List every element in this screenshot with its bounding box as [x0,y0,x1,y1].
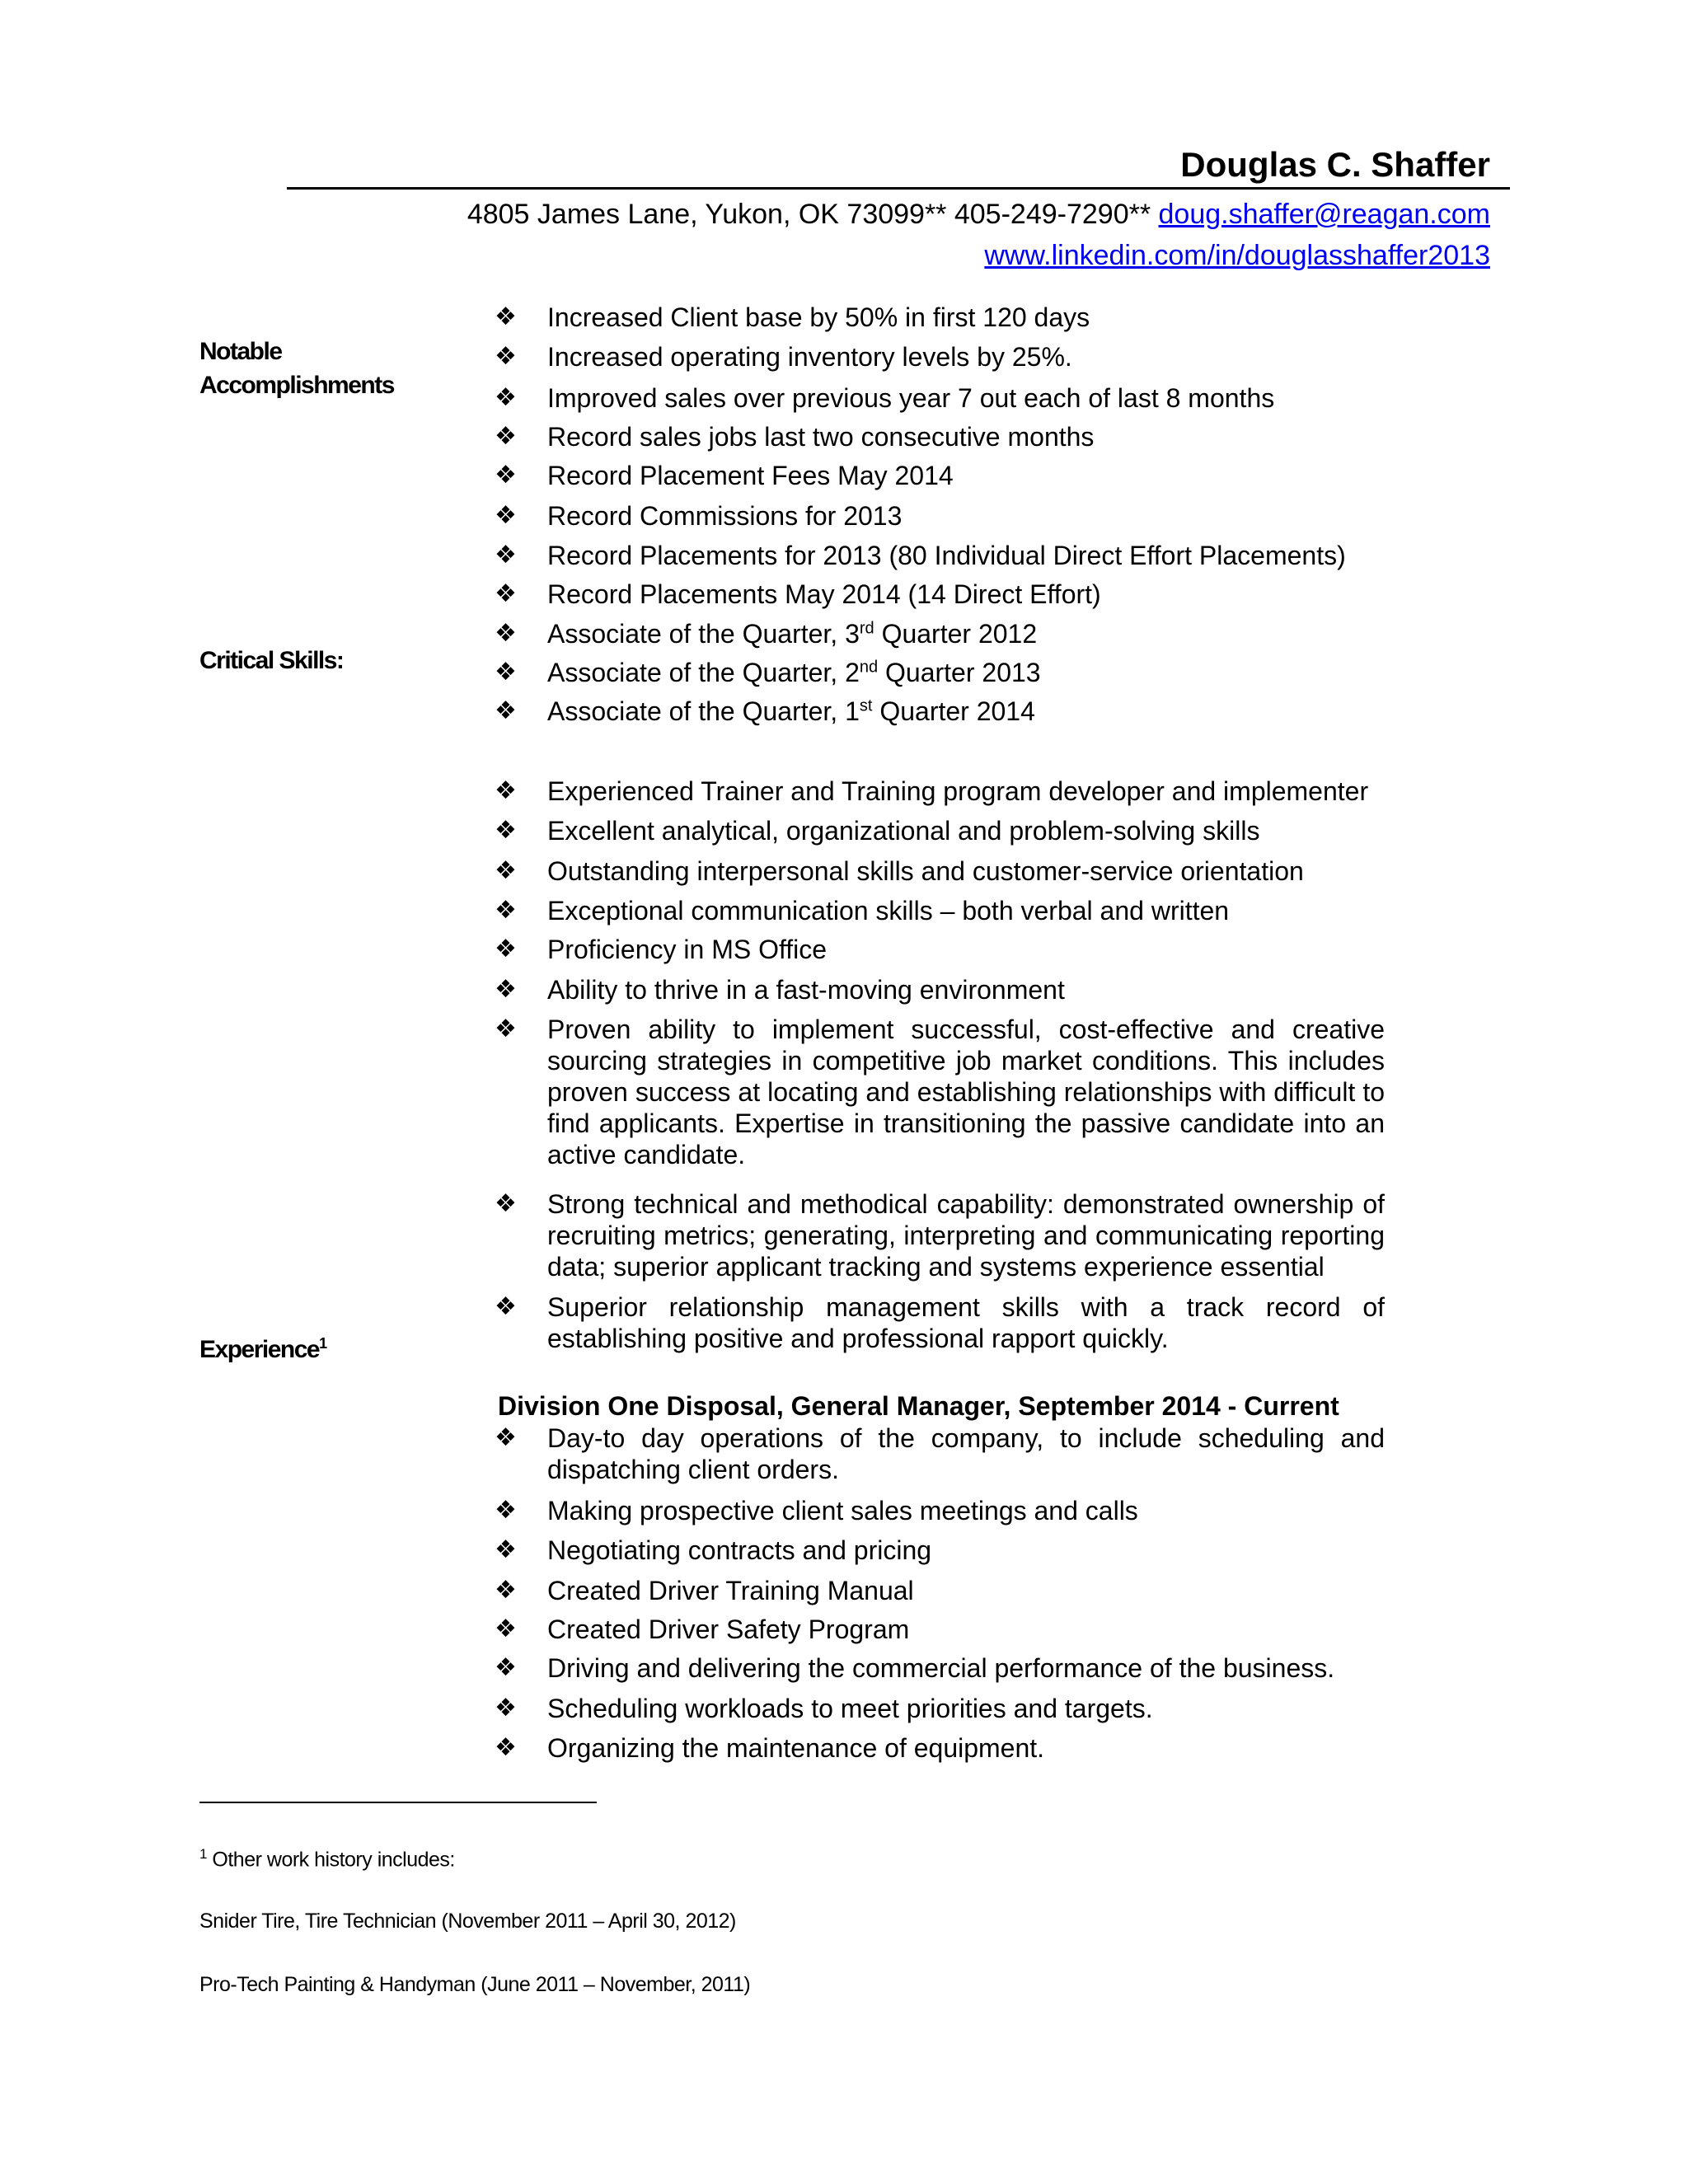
bullet-text: Outstanding interpersonal skills and customer-service orientation [547,856,1304,886]
bullet-text: Making prospective client sales meetings and calls [547,1496,1138,1526]
bullet-text: Proven ability to implement successful, cost-effective and creative sourcing strategies in competitive job market conditions. This includes proven success at locating and establishing relationships with difficult to find applicants. Expertise in transitioning the passive candidate into an active candidate. [547,1015,1385,1169]
bullet-diamond-icon: ❖ [495,658,517,687]
footnote-divider [199,1802,597,1803]
bullet-text: Scheduling workloads to meet priorities and targets. [547,1694,1153,1723]
bullet-diamond-icon: ❖ [495,1615,517,1643]
footnote-history-item: Pro-Tech Painting & Handyman (June 2011 – November, 2011) [199,1973,751,1996]
bullet-diamond-icon: ❖ [495,1496,517,1525]
bullet-text: Experienced Trainer and Training program developer and implementer [547,776,1369,806]
bullet-text: Record Placements for 2013 (80 Individual Direct Effort Placements) [547,541,1346,570]
bullet-diamond-icon: ❖ [495,619,517,648]
bullet-diamond-icon: ❖ [495,896,517,925]
bullet-text: Associate of the Quarter, 2nd Quarter 2013 [547,658,1041,687]
email-link[interactable]: doug.shaffer@reagan.com [1158,199,1490,230]
linkedin-line [984,240,1490,272]
bullet-diamond-icon: ❖ [495,541,517,569]
bullet-text: Strong technical and methodical capability: demonstrated ownership of recruiting metrics; generating, interpreting and communicating reporting data; superior applicant tracking and systems experience essential [547,1189,1385,1282]
footnote-history-item: Snider Tire, Tire Technician (November 2011 – April 30, 2012) [199,1910,736,1933]
bullet-text: Record sales jobs last two consecutive months [547,422,1095,452]
bullet-diamond-icon: ❖ [495,696,517,725]
bullet-text: Day-to day operations of the company, to include scheduling and dispatching client orders. [547,1423,1385,1484]
bullet-diamond-icon: ❖ [495,422,517,451]
bullet-text: Associate of the Quarter, 1st Quarter 2014 [547,696,1035,726]
footnote-number: 1 [199,1846,207,1862]
bullet-text: Increased operating inventory levels by 25%. [547,342,1072,372]
bullet-text: Negotiating contracts and pricing [547,1535,932,1565]
bullet-text: Proficiency in MS Office [547,935,828,964]
bullet-diamond-icon: ❖ [495,975,517,1004]
bullet-text: Superior relationship management skills with a track record of establishing positive and professional rapport quickly. [547,1292,1385,1353]
bullet-diamond-icon: ❖ [495,776,517,805]
bullet-diamond-icon: ❖ [495,935,517,963]
bullet-diamond-icon: ❖ [495,1733,517,1762]
bullet-diamond-icon: ❖ [495,1694,517,1722]
bullet-text: Record Placement Fees May 2014 [547,461,954,490]
bullet-text: Excellent analytical, organizational and problem-solving skills [547,816,1260,846]
bullet-diamond-icon: ❖ [495,1423,517,1452]
bullet-text: Organizing the maintenance of equipment. [547,1733,1045,1763]
bullet-diamond-icon: ❖ [495,342,517,371]
bullet-text: Driving and delivering the commercial performance of the business. [547,1653,1335,1683]
linkedin-link[interactable]: www.linkedin.com/in/douglasshaffer2013 [984,240,1490,271]
footnote-marker: 1 [319,1335,328,1352]
contact-address-phone: 4805 James Lane, Yukon, OK 73099** 405-249-7290** [467,199,1159,230]
resume-name: Douglas C. Shaffer [1180,145,1490,184]
bullet-diamond-icon: ❖ [495,1576,517,1605]
bullet-text: Created Driver Safety Program [547,1615,910,1644]
bullet-diamond-icon: ❖ [495,1653,517,1682]
bullet-diamond-icon: ❖ [495,1189,517,1218]
contact-line [467,199,1490,231]
footnote-intro: $^1$ Other work history includes: [199,1846,455,1872]
job-heading: Division One Disposal, General Manager, September 2014 - Current [498,1391,1339,1421]
bullet-text: Created Driver Training Manual [547,1576,914,1605]
bullet-text: Record Placements May 2014 (14 Direct Effort) [547,579,1101,609]
bullet-diamond-icon: ❖ [495,1535,517,1564]
bullet-text: Improved sales over previous year 7 out each of last 8 months [547,383,1275,413]
bullet-text: Increased Client base by 50% in first 120 days [547,302,1090,332]
bullet-diamond-icon: ❖ [495,816,517,845]
bullet-text: Exceptional communication skills – both verbal and written [547,896,1230,926]
bullet-diamond-icon: ❖ [495,1015,517,1043]
bullet-diamond-icon: ❖ [495,302,517,331]
section-label-critical-skills: Critical Skills: [199,647,344,674]
bullet-diamond-icon: ❖ [495,856,517,885]
section-label-experience: Experience$^1$ [199,1335,328,1363]
bullet-diamond-icon: ❖ [495,461,517,490]
bullet-diamond-icon: ❖ [495,1292,517,1321]
bullet-text: Associate of the Quarter, 3rd Quarter 2012 [547,619,1038,649]
header-divider [287,187,1510,190]
bullet-diamond-icon: ❖ [495,383,517,412]
bullet-diamond-icon: ❖ [495,579,517,608]
bullet-diamond-icon: ❖ [495,501,517,530]
bullet-text: Record Commissions for 2013 [547,501,903,531]
bullet-text: Ability to thrive in a fast-moving environment [547,975,1065,1005]
section-label-notable-accomplishments: Notable Accomplishments [199,338,394,399]
